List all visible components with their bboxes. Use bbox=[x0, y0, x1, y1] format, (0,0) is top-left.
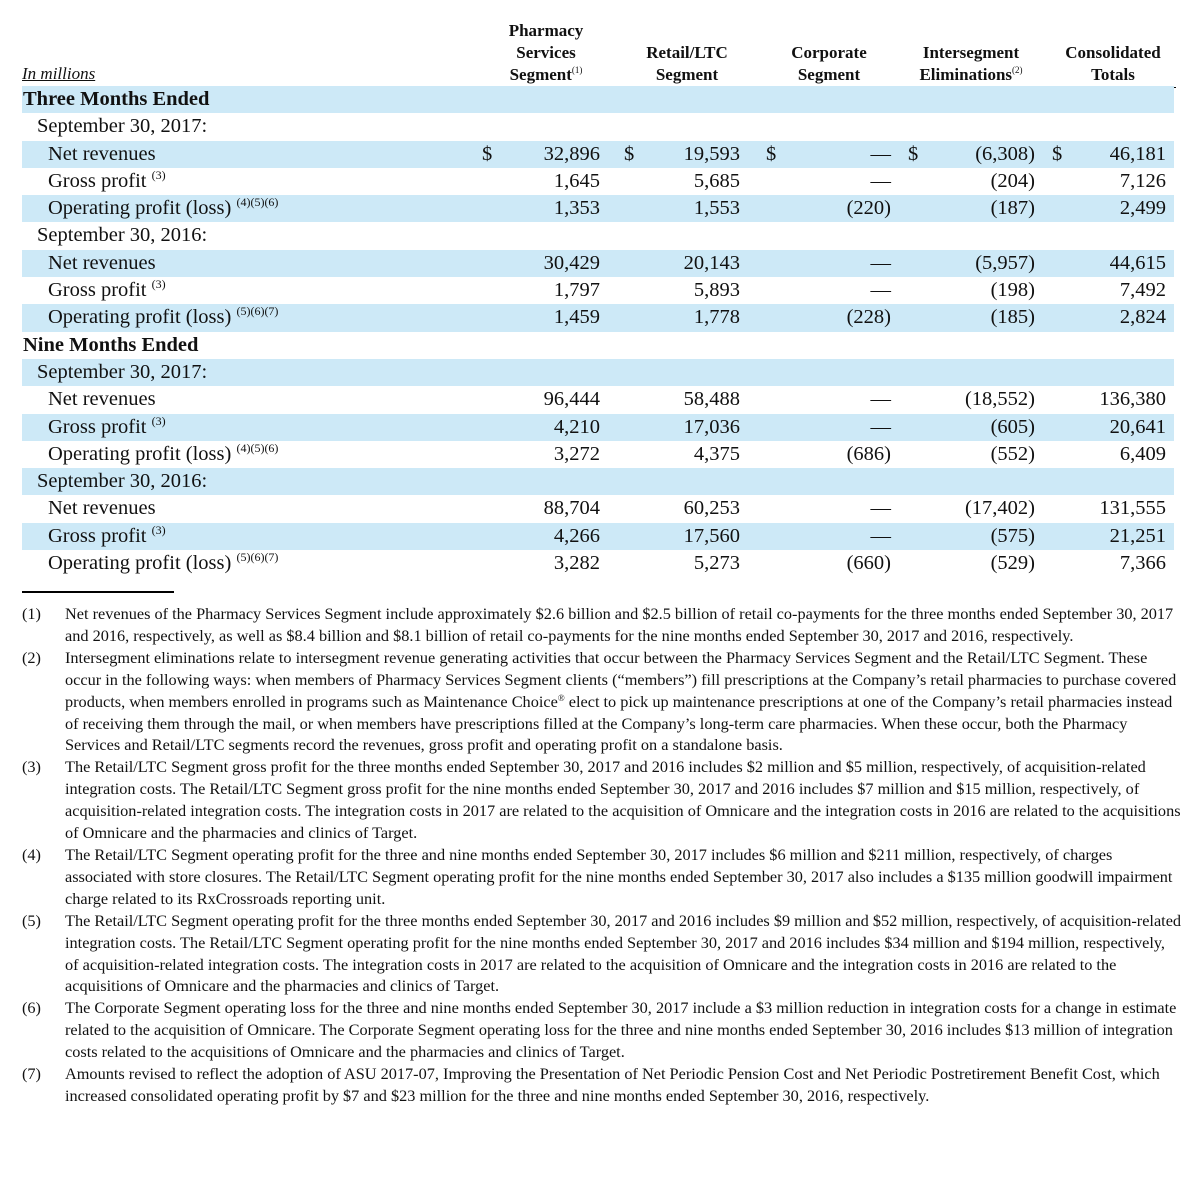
row-label: Nine Months Ended bbox=[23, 333, 199, 356]
footnote-text: The Corporate Segment operating loss for the three and nine months ended September 30, 2017 include a $3 million reduction in integration costs for a change in estimate related to the acquisition of Omnicare. The Corporate Segment operating loss for the three and nine months ended September 30, 2016 includes $13 million of integration costs related to the acquisitions of Omnicare and the pharmacies and clinics of Target. bbox=[65, 998, 1177, 1062]
table-cell: 3,272 bbox=[553, 442, 600, 465]
table-cell: 1,778 bbox=[693, 306, 740, 329]
header-line-underlined: Segment bbox=[768, 64, 890, 88]
footnote bbox=[22, 1063, 1182, 1107]
table-row bbox=[22, 441, 1174, 468]
period-row bbox=[22, 113, 1174, 140]
table-cell: 30,429 bbox=[543, 251, 600, 274]
footnote-ref: (4)(5)(6) bbox=[236, 195, 279, 210]
table-cell: 1,353 bbox=[553, 197, 600, 220]
row-label: Operating profit (loss) $^{(4)(5)(6)}$ bbox=[48, 440, 279, 465]
header-line-underlined: Segment bbox=[626, 64, 748, 88]
table-cell: — bbox=[870, 524, 891, 547]
row-label: Net revenues bbox=[48, 251, 156, 274]
footnote-number: (6) bbox=[22, 998, 41, 1018]
header-line: Retail/LTC bbox=[646, 43, 728, 62]
dollar-sign: $ bbox=[482, 142, 493, 165]
table-cell: (220) bbox=[846, 197, 891, 220]
table-cell: (17,402) bbox=[964, 497, 1035, 520]
footnote-separator bbox=[22, 591, 174, 593]
row-label: Net revenues bbox=[48, 142, 156, 165]
table-cell: 4,266 bbox=[553, 524, 600, 547]
dollar-sign: $ bbox=[766, 142, 777, 165]
row-label: Gross profit $^{(3)}$ bbox=[48, 413, 166, 438]
table-row bbox=[22, 523, 1174, 550]
footnote-text: The Retail/LTC Segment operating profit for the three months ended September 30, 2017 and 2016 includes $9 million and $52 million, respectively, of acquisition-related integration costs. The Retail/LTC Segment operating profit for the nine months ended September 30, 2017 and 2016 includes $34 million and $194 million, respectively, of acquisition-related integration costs. The integration costs in 2017 are related to the acquisition of Omnicare and the integration costs in 2016 are related to the acquisitions of Omnicare and the pharmacies and clinics of Target. bbox=[65, 910, 1182, 996]
table-row bbox=[22, 550, 1174, 577]
footnote-ref: (3) bbox=[151, 413, 166, 428]
header-line-underlined: Eliminations$^{(2)}$ bbox=[906, 64, 1036, 88]
row-label: Operating profit (loss) $^{(5)(6)(7)}$ bbox=[48, 550, 279, 575]
table-cell: 5,685 bbox=[693, 169, 740, 192]
table-cell: — bbox=[870, 169, 891, 192]
row-label: Operating profit (loss) $^{(4)(5)(6)}$ bbox=[48, 195, 279, 220]
footnote-ref: (4)(5)(6) bbox=[236, 440, 279, 455]
table-cell: 88,704 bbox=[543, 497, 600, 520]
section-row bbox=[22, 332, 1174, 359]
units-text: In millions bbox=[22, 64, 96, 83]
table-cell: 20,641 bbox=[1109, 415, 1166, 438]
table-cell: 4,210 bbox=[553, 415, 600, 438]
row-label: Three Months Ended bbox=[23, 88, 210, 110]
table-cell: (552) bbox=[990, 442, 1035, 465]
table-cell: 19,593 bbox=[683, 142, 740, 165]
table-cell: 17,560 bbox=[683, 524, 740, 547]
table-cell: 17,036 bbox=[683, 415, 740, 438]
table-row bbox=[22, 304, 1174, 331]
table-cell: — bbox=[870, 388, 891, 411]
table-cell: 2,824 bbox=[1119, 306, 1166, 329]
row-label: September 30, 2016: bbox=[37, 470, 208, 493]
table-cell: 7,126 bbox=[1119, 169, 1166, 192]
header-intersegment bbox=[906, 42, 1036, 88]
header-pharmacy-services bbox=[496, 20, 596, 88]
table-cell: — bbox=[870, 497, 891, 520]
header-line: Corporate bbox=[791, 43, 867, 62]
header-line-underlined: Segment$^{(1)}$ bbox=[496, 64, 596, 88]
row-label: Operating profit (loss) $^{(5)(6)(7)}$ bbox=[48, 304, 279, 329]
table-cell: — bbox=[870, 251, 891, 274]
table-row bbox=[22, 495, 1174, 522]
table-cell: — bbox=[870, 415, 891, 438]
table-cell: (575) bbox=[990, 524, 1035, 547]
period-row bbox=[22, 222, 1174, 249]
period-row bbox=[22, 359, 1174, 386]
table-cell: (529) bbox=[990, 552, 1035, 575]
header-consolidated bbox=[1050, 42, 1176, 88]
footnote-ref: (3) bbox=[151, 277, 166, 292]
table-row bbox=[22, 168, 1174, 195]
footnote-number: (3) bbox=[22, 757, 41, 777]
table-cell: 5,273 bbox=[693, 552, 740, 575]
footnote bbox=[22, 997, 1182, 1063]
footnote-text: Amounts revised to reflect the adoption of ASU 2017-07, Improving the Presentation of Net Periodic Pension Cost and Net Periodic Postretirement Benefit Cost, which increased consolidated operating profit by $7 and $23 million for the three and nine months ended September 30, 2016, respectively. bbox=[65, 1064, 1160, 1105]
table-cell: (185) bbox=[990, 306, 1035, 329]
table-cell: 2,499 bbox=[1119, 197, 1166, 220]
dollar-sign: $ bbox=[1052, 142, 1063, 165]
table-cell: 60,253 bbox=[683, 497, 740, 520]
row-label: Gross profit $^{(3)}$ bbox=[48, 522, 166, 547]
footnote-number: (1) bbox=[22, 604, 41, 623]
footnote bbox=[22, 910, 1182, 998]
header-line: Consolidated bbox=[1065, 43, 1161, 62]
footnote-ref: (5)(6)(7) bbox=[236, 304, 279, 319]
table-cell: (204) bbox=[990, 169, 1035, 192]
table-cell: 131,555 bbox=[1099, 497, 1166, 520]
table-row bbox=[22, 250, 1174, 277]
footnote bbox=[22, 647, 1182, 757]
table-cell: 44,615 bbox=[1109, 251, 1166, 274]
table-cell: — bbox=[870, 279, 891, 302]
table-cell: 5,893 bbox=[693, 279, 740, 302]
footnote-text: Intersegment eliminations relate to intersegment revenue generating activities that occur between the Pharmacy Services Segment and the Retail/LTC Segment. These occur in the following ways: when members of Pharmacy Services Segment clients (“members”) fill prescriptions at the Company’s retail pharmacies to purchase covered products, when members enrolled in programs such as Maintenance Choice® elect to pick up maintenance prescriptions at one of the Company’s retail pharmacies instead of receiving them through the mail, or when members have prescriptions filled at the Company’s long-term care pharmacies. When these occur, both the Pharmacy Services and Retail/LTC segments record the revenues, gross profit and operating profit on a standalone basis. bbox=[65, 647, 1177, 755]
footnote-text: The Retail/LTC Segment gross profit for the three months ended September 30, 2017 and 2016 includes $2 million and $5 million, respectively, of acquisition-related integration costs. The Retail/LTC Segment gross profit for the nine months ended September 30, 2017 and 2016 includes $7 million and $15 million, respectively, of acquisition-related integration costs. The integration costs in 2017 are related to the acquisition of Omnicare and the integration costs in 2016 are related to the acquisitions of Omnicare and the pharmacies and clinics of Target. bbox=[65, 757, 1181, 843]
table-cell: 6,409 bbox=[1119, 442, 1166, 465]
footnote-number: (4) bbox=[22, 844, 41, 864]
header-line-underlined: Totals bbox=[1050, 64, 1176, 88]
header-corporate bbox=[768, 42, 890, 88]
table-cell: 1,553 bbox=[693, 197, 740, 220]
footnote bbox=[22, 756, 1182, 844]
segment-table bbox=[22, 86, 1174, 577]
table-cell: 32,896 bbox=[543, 142, 600, 165]
table-cell: 7,366 bbox=[1119, 552, 1166, 575]
footnotes bbox=[22, 603, 1182, 1107]
table-cell: 1,797 bbox=[553, 279, 600, 302]
row-label: Gross profit $^{(3)}$ bbox=[48, 277, 166, 302]
header-line: Intersegment bbox=[922, 43, 1020, 62]
footnote-number: (5) bbox=[22, 910, 41, 930]
table-cell: 20,143 bbox=[683, 251, 740, 274]
table-cell: 1,645 bbox=[553, 169, 600, 192]
period-row bbox=[22, 468, 1174, 495]
table-cell: (660) bbox=[846, 552, 891, 575]
dollar-sign: $ bbox=[624, 142, 635, 165]
table-cell: (605) bbox=[990, 415, 1035, 438]
footnote-text: The Retail/LTC Segment operating profit for the three and nine months ended September 30, 2017 includes $6 million and $211 million, respectively, of charges associated with store closures. The Retail/LTC Segment operating profit for the nine months ended September 30, 2017 also includes a $135 million goodwill impairment charge related to its RxCrossroads reporting unit. bbox=[65, 844, 1173, 908]
footnote-number: (7) bbox=[22, 1064, 41, 1084]
table-row bbox=[22, 386, 1174, 413]
table-cell: 3,282 bbox=[553, 552, 600, 575]
units-label bbox=[22, 63, 95, 85]
row-label: Net revenues bbox=[48, 388, 156, 411]
row-label: September 30, 2017: bbox=[37, 360, 208, 383]
footnote-number: (2) bbox=[22, 647, 41, 667]
table-row bbox=[22, 195, 1174, 222]
footnote-text: Net revenues of the Pharmacy Services Segment include approximately $2.6 billion and $2.5 billion of retail co-payments for the three months ended September 30, 2017 and 2016, respectively, as well as $8.4 billion and $8.1 billion of retail co-payments for the nine months ended September 30, 2017 and 2016, respectively. bbox=[65, 604, 1174, 645]
table-cell: (18,552) bbox=[964, 388, 1035, 411]
row-label: September 30, 2017: bbox=[37, 115, 208, 138]
footnote-ref: (5)(6)(7) bbox=[236, 550, 279, 565]
table-cell: 7,492 bbox=[1119, 279, 1166, 302]
table-cell: 1,459 bbox=[553, 306, 600, 329]
header-line: Services bbox=[516, 43, 576, 62]
table-cell: (686) bbox=[846, 442, 891, 465]
table-row bbox=[22, 277, 1174, 304]
header-line: Pharmacy bbox=[508, 21, 584, 40]
table-cell: (187) bbox=[990, 197, 1035, 220]
table-cell: 4,375 bbox=[693, 442, 740, 465]
footnote bbox=[22, 603, 1182, 647]
footnote bbox=[22, 844, 1182, 910]
footnote-ref: (3) bbox=[151, 522, 166, 537]
table-cell: (228) bbox=[846, 306, 891, 329]
table-cell: (5,957) bbox=[975, 251, 1035, 274]
table-row bbox=[22, 414, 1174, 441]
table-row bbox=[22, 141, 1174, 168]
row-label: Gross profit $^{(3)}$ bbox=[48, 167, 166, 192]
row-label: Net revenues bbox=[48, 497, 156, 520]
table-cell: (198) bbox=[990, 279, 1035, 302]
dollar-sign: $ bbox=[908, 142, 919, 165]
section-row bbox=[22, 86, 1174, 113]
table-cell: 136,380 bbox=[1099, 388, 1166, 411]
header-retail-ltc bbox=[626, 42, 748, 88]
table-cell: (6,308) bbox=[975, 142, 1035, 165]
footnote-ref: (3) bbox=[151, 167, 166, 182]
table-cell: 46,181 bbox=[1109, 142, 1166, 165]
table-cell: 96,444 bbox=[543, 388, 600, 411]
table-cell: — bbox=[870, 142, 891, 165]
table-cell: 58,488 bbox=[683, 388, 740, 411]
row-label: September 30, 2016: bbox=[37, 224, 208, 247]
table-cell: 21,251 bbox=[1109, 524, 1166, 547]
